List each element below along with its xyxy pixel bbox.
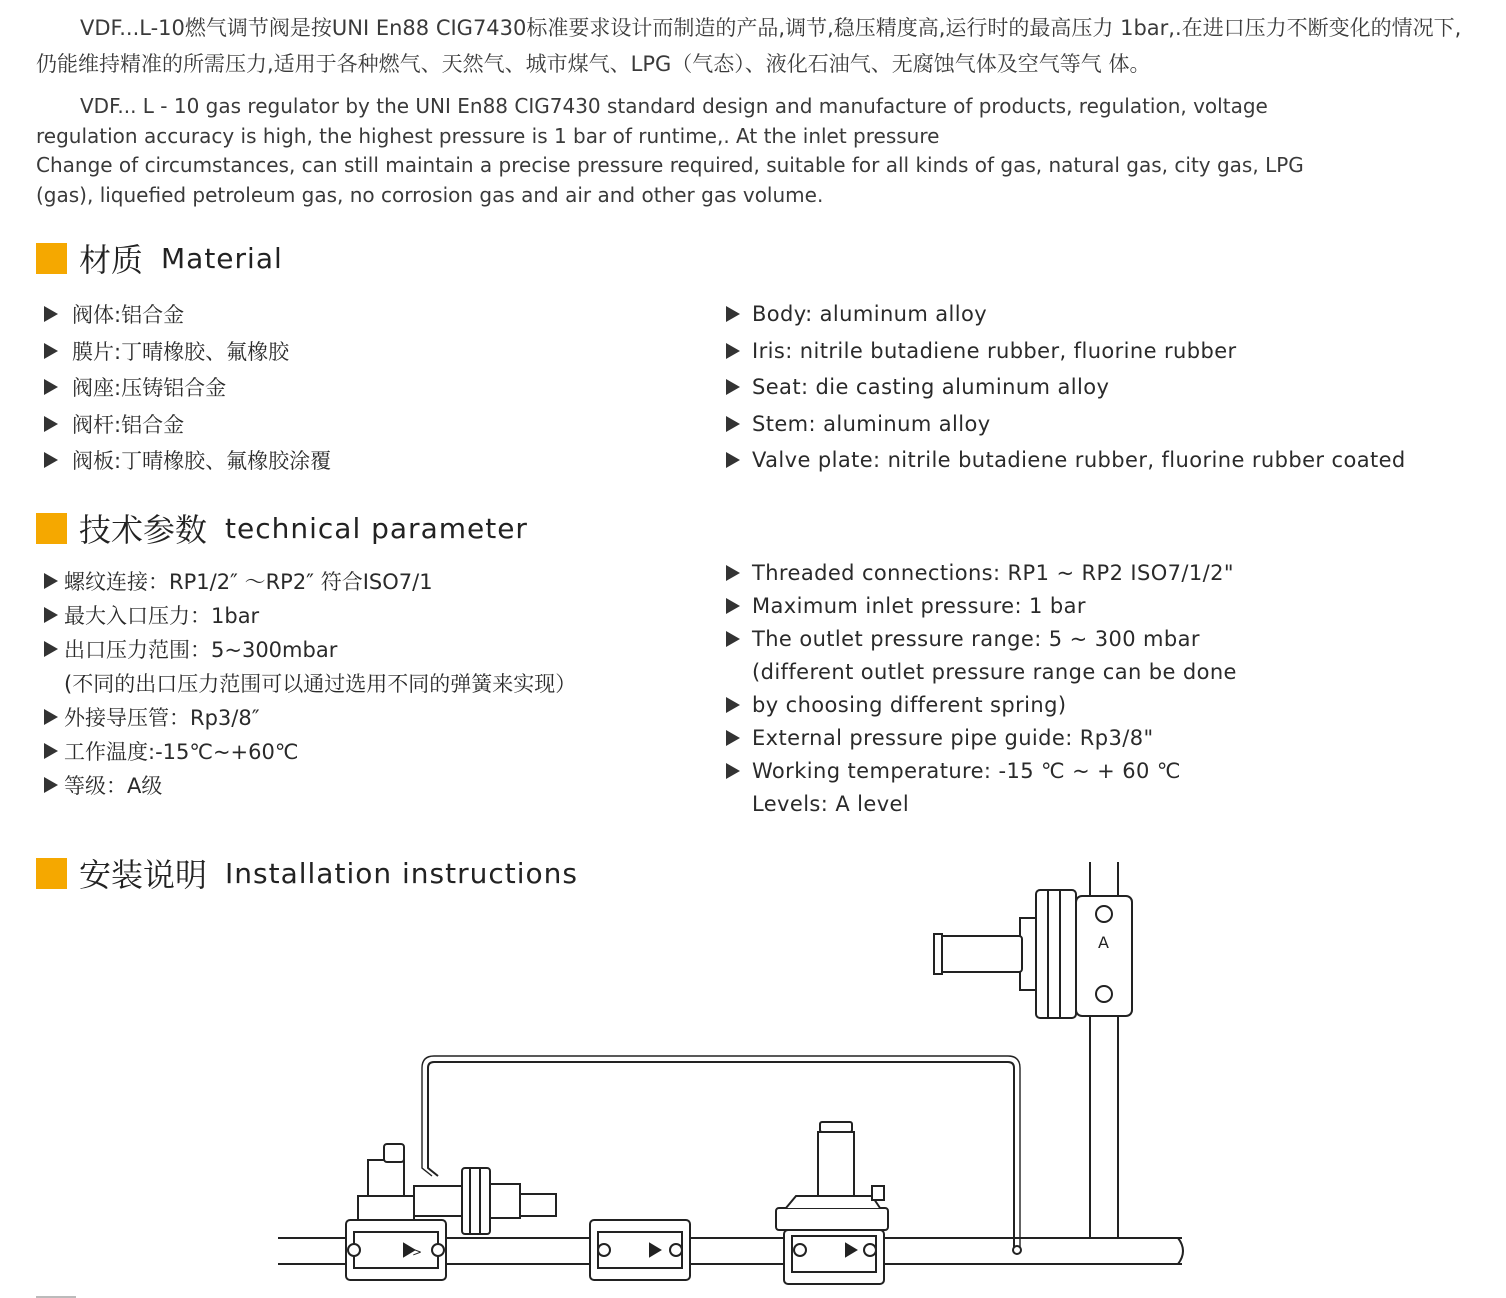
valve-middle <box>590 1220 690 1280</box>
triangle-bullet-icon <box>44 607 58 623</box>
list-item <box>726 406 1406 443</box>
triangle-bullet-icon <box>726 631 740 647</box>
list-item-text: Body: aluminum alloy <box>752 302 988 327</box>
list-item-text: Threaded connections: RP1 ~ RP2 ISO7/1/2" <box>752 560 1234 585</box>
intro-english <box>36 92 1476 210</box>
list-item <box>44 734 576 768</box>
list-item <box>44 442 331 479</box>
list-item <box>44 333 331 370</box>
list-item-text: by choosing different spring) <box>752 692 1067 717</box>
list-item-text: (不同的出口压力范围可以通过选用不同的弹簧来实现） <box>64 672 577 696</box>
orange-square-icon <box>36 243 67 274</box>
triangle-bullet-icon <box>44 306 58 322</box>
triangle-bullet-icon <box>726 697 740 713</box>
triangle-bullet-icon <box>44 777 58 793</box>
valve-vertical <box>934 890 1132 1018</box>
list-item-text: Stem: aluminum alloy <box>752 411 991 436</box>
triangle-bullet-icon <box>726 379 740 395</box>
material-title-zh: 材质 <box>79 241 144 279</box>
list-item-text: The outlet pressure range: 5 ~ 300 mbar <box>752 626 1200 651</box>
list-item-text: 阀体:铝合金 <box>72 303 185 328</box>
list-item-text: 阀杆:铝合金 <box>72 412 185 437</box>
triangle-bullet-icon <box>44 452 58 468</box>
list-item-text: 螺纹连接：RP1/2″ ～RP2″ 符合ISO7/1 <box>64 570 433 594</box>
material-title-en: Material <box>161 241 283 275</box>
material-list-zh <box>44 296 331 479</box>
technical-title-en: technical parameter <box>225 511 528 545</box>
diagram-label-a: A <box>1098 933 1109 952</box>
list-item <box>44 369 331 406</box>
list-item <box>726 333 1406 370</box>
triangle-bullet-icon <box>726 306 740 322</box>
intro-english-line: (gas), liquefied petroleum gas, no corrosion gas and air and other gas volume. <box>36 182 824 207</box>
triangle-bullet-icon <box>726 763 740 779</box>
list-item-text: 最大入口压力：1bar <box>64 604 260 628</box>
list-item-text: Maximum inlet pressure: 1 bar <box>752 593 1086 618</box>
triangle-bullet-icon <box>44 709 58 725</box>
triangle-bullet-icon <box>726 343 740 359</box>
list-item-text: External pressure pipe guide: Rp3/8" <box>752 725 1154 750</box>
technical-heading <box>36 508 528 548</box>
valve-regulator <box>776 1122 888 1284</box>
list-item <box>726 754 1237 787</box>
list-item-text: 工作温度:-15℃~+60℃ <box>64 740 299 764</box>
svg-text:>: > <box>412 1245 423 1259</box>
installation-title-zh: 安装说明 <box>79 856 208 894</box>
list-item <box>44 632 576 666</box>
technical-list-zh <box>44 564 576 802</box>
list-item-text: Iris: nitrile butadiene rubber, fluorine rubber <box>752 338 1237 363</box>
valve-left <box>346 1144 556 1280</box>
triangle-bullet-icon <box>726 416 740 432</box>
intro-english-line: Change of circumstances, can still maintain a precise pressure required, suitable for all kinds of gas, natural gas, city gas, LPG <box>36 153 1304 177</box>
triangle-bullet-icon <box>44 343 58 359</box>
list-item-text: Levels: A level <box>752 791 910 816</box>
intro-english-line: regulation accuracy is high, the highest pressure is 1 bar of runtime,. At the inlet pressure <box>36 123 940 148</box>
list-item-text: 阀座:压铸铝合金 <box>72 376 227 401</box>
technical-list-en <box>726 556 1237 820</box>
intro-english-line: VDF... L - 10 gas regulator by the UNI En88 CIG7430 standard design and manufacture of products, regulation, voltage <box>80 94 1268 118</box>
list-item-text: (different outlet pressure range can be done <box>752 659 1237 684</box>
list-item-text: Working temperature: -15 ℃ ~ + 60 ℃ <box>752 758 1181 783</box>
triangle-bullet-icon <box>44 379 58 395</box>
triangle-bullet-icon <box>726 730 740 746</box>
list-item <box>726 589 1237 622</box>
list-item <box>44 768 576 802</box>
list-item <box>726 787 1237 820</box>
list-item-text: Seat: die casting aluminum alloy <box>752 375 1110 400</box>
list-item-text: 阀板:丁晴橡胶、氟橡胶涂覆 <box>72 449 332 474</box>
installation-title-en: Installation instructions <box>225 856 578 890</box>
list-item <box>726 296 1406 333</box>
list-item-text: 出口压力范围：5~300mbar <box>64 638 338 662</box>
list-item <box>726 721 1237 754</box>
list-item-text: Valve plate: nitrile butadiene rubber, fluorine rubber coated <box>752 448 1406 473</box>
list-item <box>44 666 576 700</box>
list-item-text: 膜片:丁晴橡胶、氟橡胶 <box>72 339 290 364</box>
list-item <box>44 564 576 598</box>
impulse-line <box>428 1062 1014 1248</box>
triangle-bullet-icon <box>44 743 58 759</box>
list-item-text: 外接导压管：Rp3/8″ <box>64 706 260 730</box>
list-item <box>726 688 1237 721</box>
list-item <box>726 655 1237 688</box>
triangle-bullet-icon <box>44 416 58 432</box>
list-item <box>44 296 331 333</box>
triangle-bullet-icon <box>44 573 58 589</box>
list-item <box>44 598 576 632</box>
triangle-bullet-icon <box>726 565 740 581</box>
list-item <box>726 556 1237 589</box>
installation-diagram <box>0 850 1506 1298</box>
list-item <box>726 442 1406 479</box>
list-item <box>44 406 331 443</box>
triangle-bullet-icon <box>44 641 58 657</box>
material-list-en <box>726 296 1406 479</box>
list-item <box>44 700 576 734</box>
list-item-text: 等级：A级 <box>64 774 163 798</box>
list-item <box>726 622 1237 655</box>
list-item <box>726 369 1406 406</box>
orange-square-icon <box>36 513 67 544</box>
material-heading <box>36 238 283 278</box>
triangle-bullet-icon <box>726 452 740 468</box>
triangle-bullet-icon <box>726 598 740 614</box>
technical-title-zh: 技术参数 <box>79 511 208 549</box>
intro-chinese: VDF...L-10燃气调节阀是按UNI En88 CIG7430标准要求设计而制造的产品,调节,稳压精度高,运行时的最高压力 1bar,.在进口压力不断变化的情况下,仍能维持精准的所需压力,适用于各种燃气、天然气、城市煤气、LPG（气态）、液化石油气、无腐蚀气体及空气等气 体。 <box>36 16 1462 76</box>
